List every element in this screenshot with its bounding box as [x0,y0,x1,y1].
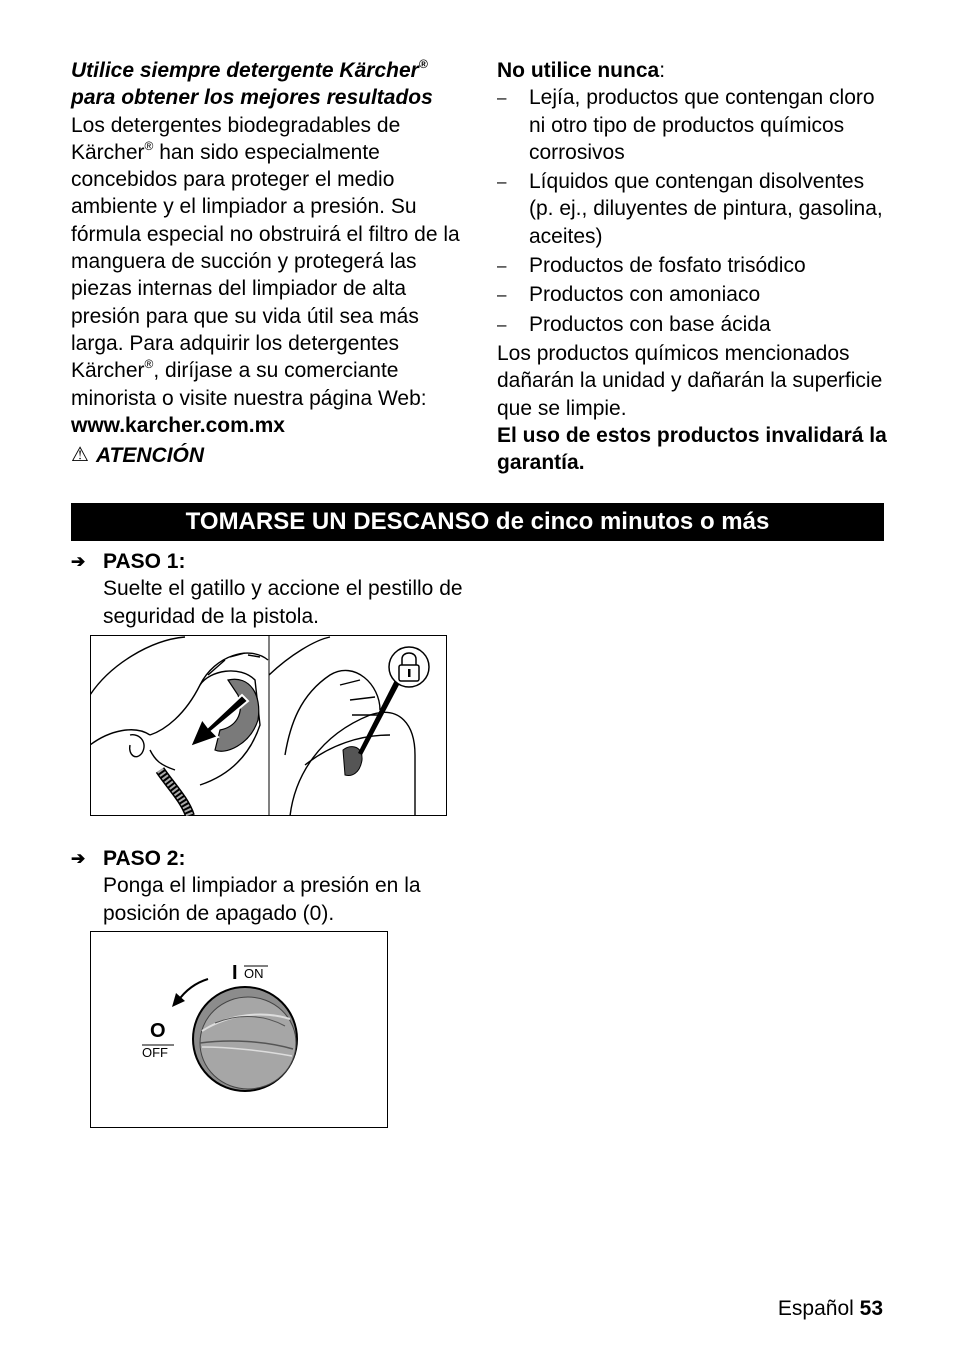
detergent-body [71,112,466,412]
on-symbol: I [232,962,238,984]
registered-mark: ® [418,57,428,71]
step-2-label: PASO 2: [103,847,186,870]
arrow-right-icon: ➔ [71,552,86,571]
list-item: – Líquidos que contengan disolventes (p. ej., diluyentes de pintura, gasolina, aceites) [497,168,889,250]
left-column [71,57,466,469]
list-item: – Productos con amoniaco [497,281,889,308]
damage-paragraph: Los productos químicos mencionados dañarán la unidad y dañarán la superficie que se limpie. [497,341,883,420]
detergent-heading-line2: para obtener los mejores resultados [71,86,433,110]
detergent-heading [71,57,466,112]
detergent-heading-line1: Utilice siempre detergente Kärcher [71,59,419,82]
list-item: – Productos de fosfato trisódico [497,252,889,279]
detergent-body-part1: Los detergentes biodegradables de Kärcher [71,113,401,164]
off-label: OFF [142,1045,168,1060]
section-banner: TOMARSE UN DESCANSO de cinco minutos o más [71,503,884,541]
step-1-text: Suelte el gatillo y accione el pestillo de seguridad de la pistola. [103,577,463,628]
footer-language: Español [777,1297,854,1320]
padlock-icon [389,647,429,687]
warning-label: ATENCIÓN [95,444,205,468]
step-1-heading [71,548,471,575]
step-1-label: PASO 1: [103,550,186,573]
warning-triangle-icon: ⚠ [71,444,89,467]
website-link[interactable]: www.karcher.com.mx [71,413,285,437]
never-use-heading [497,57,889,84]
never-use-list [497,84,889,338]
page-footer [778,1297,883,1321]
warning-notice [71,442,466,469]
gun-trigger-figure [90,635,447,816]
page-number: 53 [859,1297,883,1320]
right-column [497,57,889,476]
list-item: – Productos con base ácida [497,311,889,338]
registered-mark: ® [144,138,154,153]
never-use-colon: : [659,59,666,82]
off-symbol: O [150,1020,166,1042]
power-switch-figure [90,931,388,1128]
step-2-heading [71,845,471,872]
detergent-body-part3: , diríjase a su comerciante minorista o visite nuestra página Web: [71,359,427,410]
warranty-warning: El uso de estos productos invalidará la garantía. [497,423,887,475]
power-knob [193,987,297,1091]
step-2 [71,845,471,927]
arrow-right-icon: ➔ [71,849,86,868]
registered-mark: ® [144,357,154,372]
never-use-title: No utilice nunca [497,59,660,82]
on-label: ON [244,966,264,981]
step-1 [71,548,471,630]
step-2-text: Ponga el limpiador a presión en la posición de apagado (0). [103,874,421,925]
list-item: – Lejía, productos que contengan cloro ni otro tipo de productos químicos corrosivos [497,84,889,166]
detergent-body-part2: han sido especialmente concebidos para proteger el medio ambiente y el limpiador a presión. Su fórmula especial no obstruirá el filtro de la manguera de succión y protegerá las piezas internas del limpiador de alta presión para que su vida útil sea más larga. Para adquirir los detergentes Kärcher [71,140,460,383]
